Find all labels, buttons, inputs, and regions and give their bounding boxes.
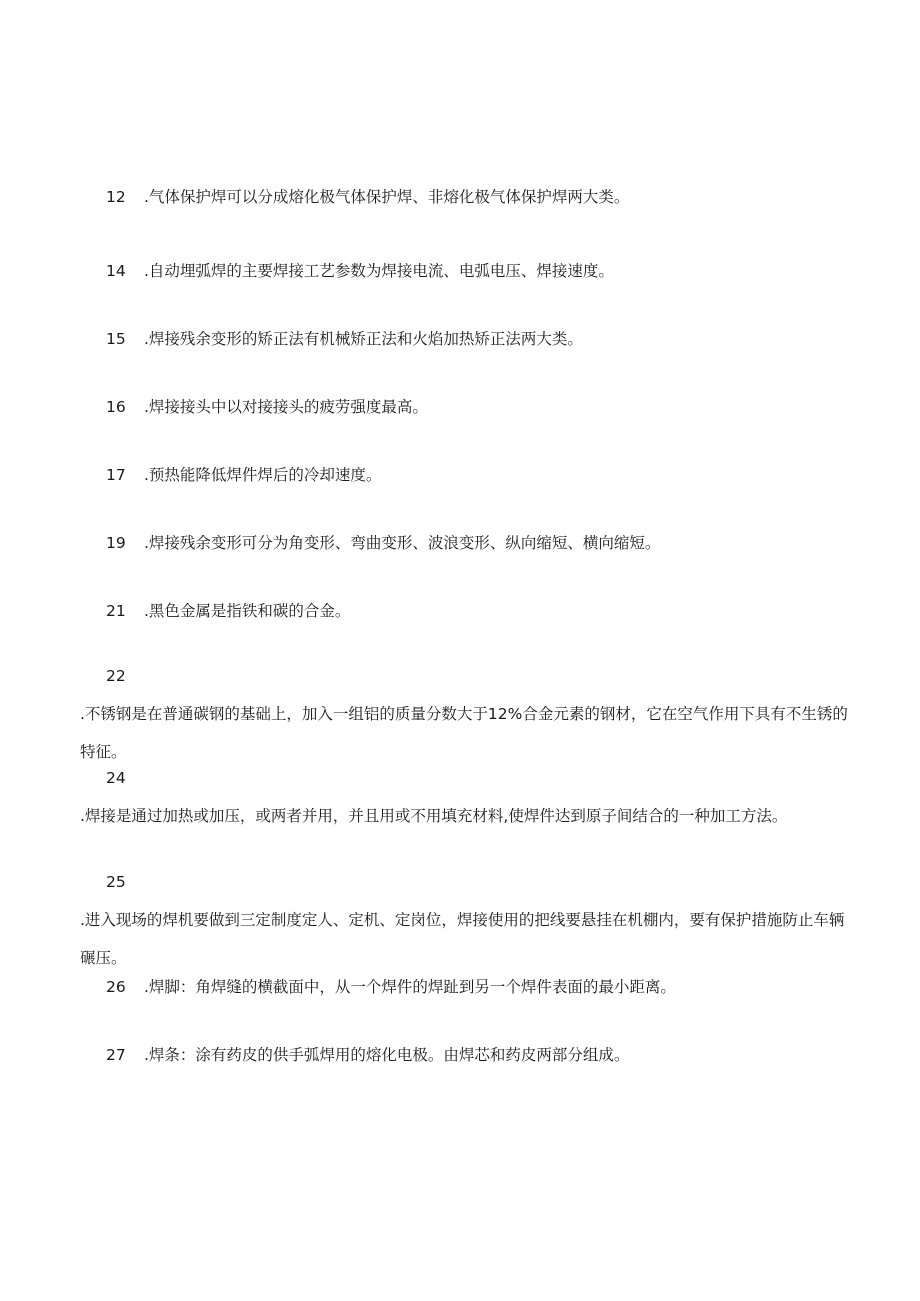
item-number: 24: [106, 769, 126, 787]
item-text: .预热能降低焊件焊后的冷却速度。: [144, 466, 382, 484]
list-item: [70, 1036, 850, 1074]
list-item: [70, 524, 850, 562]
item-number: 25: [106, 873, 126, 891]
item-number: 17: [106, 466, 126, 484]
list-item: [70, 320, 850, 358]
list-item: [70, 388, 850, 426]
list-item: [70, 759, 850, 835]
item-number: 12: [106, 188, 126, 206]
item-text: .黑色金属是指铁和碳的合金。: [144, 602, 351, 620]
item-number: 19: [106, 534, 126, 552]
list-item: [70, 456, 850, 494]
item-number: 27: [106, 1046, 126, 1064]
list-item: [70, 592, 850, 630]
item-text: .自动埋弧焊的主要焊接工艺参数为焊接电流、电弧电压、焊接速度。: [144, 262, 614, 280]
item-text: .焊接接头中以对接接头的疲劳强度最高。: [144, 398, 428, 416]
list-item: [70, 252, 850, 290]
list-item: [70, 178, 850, 216]
item-text: .气体保护焊可以分成熔化极气体保护焊、非熔化极气体保护焊两大类。: [144, 188, 630, 206]
item-text: .进入现场的焊机要做到三定制度定人、定机、定岗位，焊接使用的把线要悬挂在机棚内，要有保护措施防止车辆碾压。: [80, 911, 845, 967]
item-number: 22: [106, 667, 126, 685]
list-item: [70, 863, 850, 977]
item-text: .焊接残余变形可分为角变形、弯曲变形、波浪变形、纵向缩短、横向缩短。: [144, 534, 661, 552]
list-item: [70, 968, 850, 1006]
list-item: [70, 657, 850, 771]
item-text: .焊脚：角焊缝的横截面中，从一个焊件的焊趾到另一个焊件表面的最小距离。: [144, 978, 676, 996]
item-number: 14: [106, 262, 126, 280]
item-number: 16: [106, 398, 126, 416]
item-text: .焊接残余变形的矫正法有机械矫正法和火焰加热矫正法两大类。: [144, 330, 583, 348]
item-number: 26: [106, 978, 126, 996]
item-text: .焊接是通过加热或加压，或两者并用，并且用或不用填充材料,使焊件达到原子间结合的一种加工方法。: [80, 807, 788, 825]
item-text: .不锈钢是在普通碳钢的基础上，加入一组铝的质量分数大于12%合金元素的钢材，它在空气作用下具有不生锈的特征。: [80, 705, 848, 761]
item-number: 21: [106, 602, 126, 620]
item-text: .焊条：涂有药皮的供手弧焊用的熔化电极。由焊芯和药皮两部分组成。: [144, 1046, 630, 1064]
item-number: 15: [106, 330, 126, 348]
